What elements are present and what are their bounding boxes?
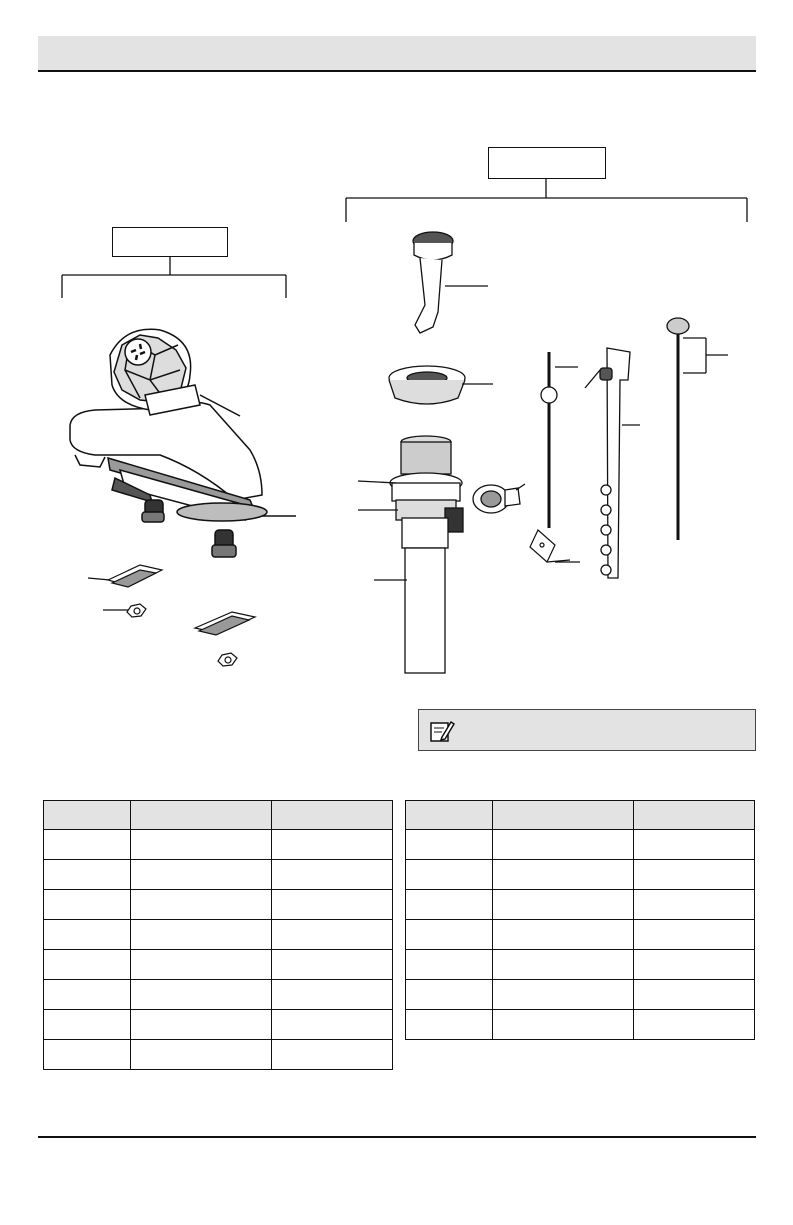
table-row	[44, 980, 393, 1010]
clevis-strap	[585, 348, 640, 578]
table-row	[44, 890, 393, 920]
table-cell	[130, 950, 272, 980]
table-cell	[492, 860, 634, 890]
note-pencil-icon	[429, 718, 455, 744]
spring-clip	[530, 530, 580, 562]
table-header-row	[406, 801, 755, 830]
table-cell	[44, 1040, 131, 1070]
table-cell	[130, 980, 272, 1010]
column-header	[130, 801, 272, 830]
table-header-row	[44, 801, 393, 830]
faucet-group-label	[112, 227, 228, 257]
table-cell	[272, 920, 393, 950]
table-row	[44, 1040, 393, 1070]
table-row	[44, 920, 393, 950]
table-cell	[44, 860, 131, 890]
table-cell	[272, 1040, 393, 1070]
table-cell	[272, 1010, 393, 1040]
footer-rule	[38, 1136, 756, 1138]
table-cell	[272, 830, 393, 860]
table-cell	[406, 1010, 493, 1040]
table-row	[406, 950, 755, 980]
parts-table-left	[43, 800, 393, 1070]
table-cell	[44, 830, 131, 860]
table-row	[44, 830, 393, 860]
table-cell	[406, 860, 493, 890]
table-cell	[634, 950, 755, 980]
table-cell	[130, 890, 272, 920]
drain-group-label	[488, 147, 606, 179]
table-cell	[130, 830, 272, 860]
pivot-rod	[541, 352, 578, 528]
table-cell	[44, 920, 131, 950]
table-cell	[272, 860, 393, 890]
table-cell	[634, 920, 755, 950]
table-row	[406, 920, 755, 950]
column-header	[272, 801, 393, 830]
table-cell	[406, 920, 493, 950]
table-row	[44, 860, 393, 890]
table-row	[44, 1010, 393, 1040]
column-header	[492, 801, 634, 830]
table-cell	[130, 1040, 272, 1070]
table-cell	[492, 1010, 634, 1040]
drain-flange	[389, 366, 493, 404]
table-cell	[634, 860, 755, 890]
pivot-nut	[473, 484, 525, 513]
table-cell	[44, 890, 131, 920]
parts-table-right	[405, 800, 755, 1040]
table-cell	[44, 1010, 131, 1040]
table-cell	[44, 950, 131, 980]
drain-body	[358, 436, 463, 673]
table-cell	[634, 830, 755, 860]
mounting-hardware	[88, 565, 255, 666]
table-row	[406, 860, 755, 890]
table-cell	[634, 980, 755, 1010]
drain-group-bracket	[346, 177, 747, 222]
table-cell	[492, 830, 634, 860]
column-header	[634, 801, 755, 830]
table-row	[406, 1010, 755, 1040]
lift-rod	[667, 318, 728, 540]
table-cell	[130, 1010, 272, 1040]
table-cell	[492, 890, 634, 920]
table-cell	[44, 980, 131, 1010]
table-row	[406, 980, 755, 1010]
column-header	[44, 801, 131, 830]
table-cell	[272, 950, 393, 980]
table-cell	[272, 980, 393, 1010]
note-box	[418, 709, 756, 751]
table-cell	[130, 860, 272, 890]
column-header	[406, 801, 493, 830]
table-cell	[492, 980, 634, 1010]
table-row	[406, 830, 755, 860]
popup-stopper	[413, 232, 488, 333]
table-cell	[492, 950, 634, 980]
faucet-body	[70, 329, 296, 557]
table-cell	[272, 890, 393, 920]
table-cell	[492, 920, 634, 950]
table-row	[406, 890, 755, 920]
table-cell	[634, 890, 755, 920]
table-cell	[406, 980, 493, 1010]
table-cell	[406, 830, 493, 860]
table-cell	[406, 950, 493, 980]
table-row	[44, 950, 393, 980]
table-cell	[634, 1010, 755, 1040]
faucet-group-bracket	[62, 255, 286, 298]
table-cell	[406, 890, 493, 920]
table-cell	[130, 920, 272, 950]
